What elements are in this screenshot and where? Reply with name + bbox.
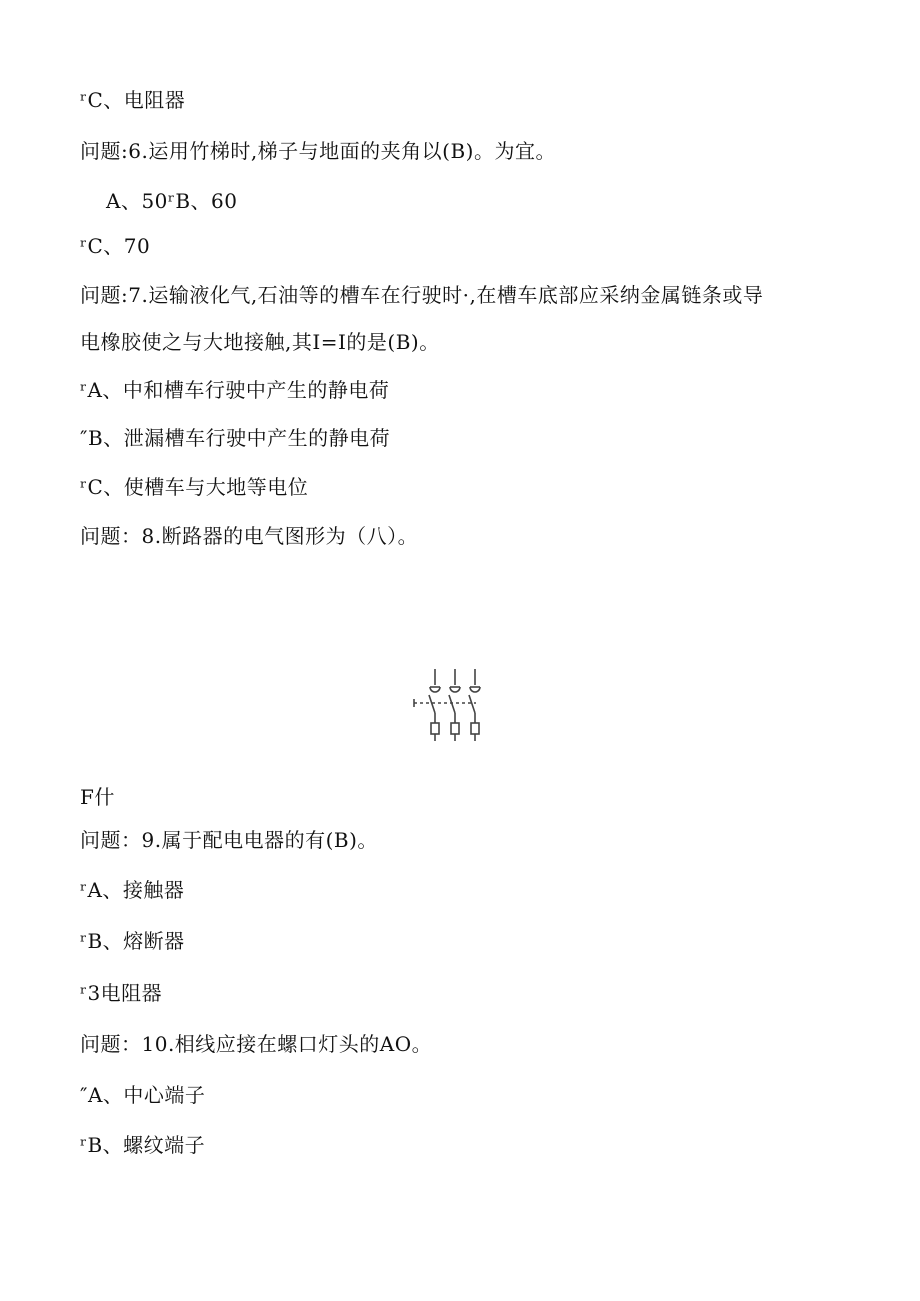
question-7-option-b: ″B、泄漏槽车行驶中产生的静电荷	[80, 426, 391, 450]
question-10-option-a: ″A、中心端子	[80, 1083, 206, 1107]
question-7-line-2: 电橡胶使之与大地接触,其I=I的是(B)。	[80, 330, 440, 354]
question-6: 问题:6.运用竹梯时,梯子与地面的夹角以(B)。为宜。	[80, 139, 556, 163]
question-9-option-c: ʳ3电阻器	[80, 981, 163, 1005]
question-10-option-b: ʳB、螺纹端子	[80, 1133, 206, 1157]
circuit-breaker-symbol-icon	[410, 665, 490, 745]
question-9-option-b: ʳB、熔断器	[80, 929, 185, 953]
question-8: 问题：8.断路器的电气图形为（八）。	[80, 524, 419, 548]
question-7-line-1: 问题:7.运输液化气,石油等的槽车在行驶时·,在槽车底部应采纳金属链条或导	[80, 283, 764, 307]
question-9: 问题：9.属于配电电器的有(B)。	[80, 828, 378, 852]
question-7-option-c: ʳC、使槽车与大地等电位	[80, 475, 309, 499]
question-9-option-a: ʳA、接触器	[80, 878, 185, 902]
question-7-option-a: ʳA、中和槽车行驶中产生的静电荷	[80, 378, 390, 402]
question-6-options-ab: A、50ʳB、60	[106, 189, 238, 213]
figure-caption: F什	[80, 785, 115, 809]
question-10: 问题：10.相线应接在螺口灯头的AO。	[80, 1032, 433, 1056]
circuit-breaker-symbol-figure	[410, 665, 490, 745]
question-6-option-c: ʳC、70	[80, 234, 151, 258]
option-c-resistor-q5: ʳC、电阻器	[80, 88, 186, 112]
